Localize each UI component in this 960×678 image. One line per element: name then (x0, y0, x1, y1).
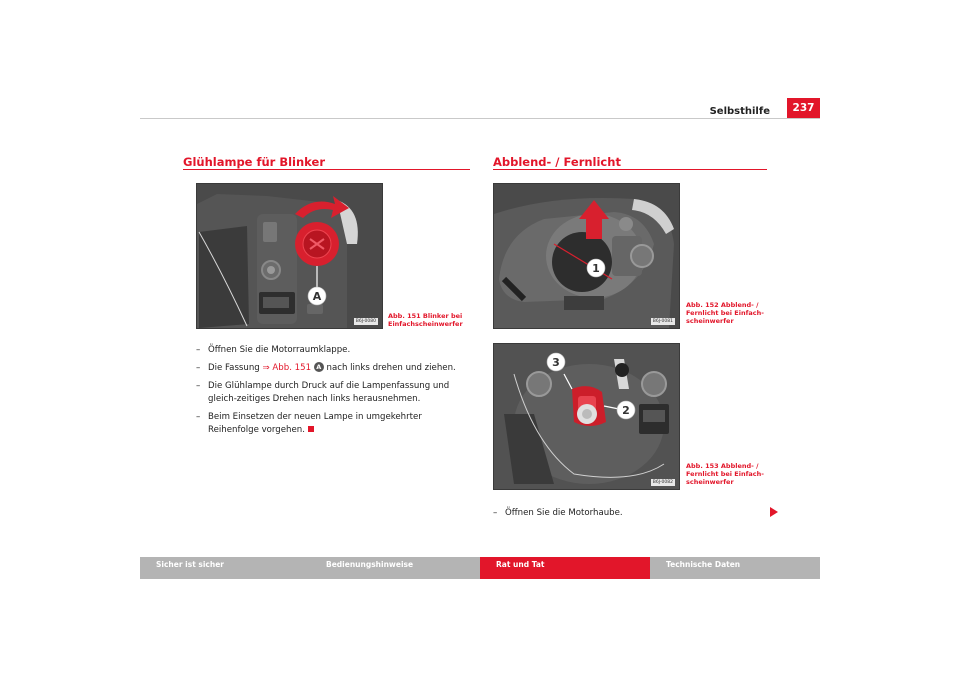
bullet-dash: – (196, 345, 201, 355)
caption-line: scheinwerfer (686, 477, 734, 486)
callout-3: 3 (552, 356, 560, 369)
step-text: Beim Einsetzen der neuen Lampe in umgekehrter Reihenfolge vorgehen. (208, 412, 422, 435)
headlight-highbeam-illustration (494, 344, 679, 489)
step-text: nach links drehen und ziehen. (323, 363, 456, 373)
caption-line: Abb. 151 Blinker bei (388, 312, 463, 320)
section-title-fernlicht: Abblend- / Fernlicht (493, 155, 621, 169)
bullet-dash: – (196, 381, 201, 391)
list-item (196, 362, 472, 375)
list-item (493, 507, 753, 520)
callout-badge-a: A (314, 362, 324, 372)
footer-tab-rat-und-tat[interactable]: Rat und Tat (480, 557, 650, 579)
callout-1: 1 (592, 262, 600, 275)
section-end-mark (308, 426, 314, 432)
steps-list-fernlicht (493, 507, 753, 525)
footer-tab-bedienung[interactable]: Bedienungshinweise (310, 557, 480, 579)
footer-tab-technische-daten[interactable]: Technische Daten (650, 557, 820, 579)
figure-caption-151 (388, 313, 463, 329)
cross-ref-arrow: ⇒ (262, 363, 270, 373)
callout-2: 2 (622, 404, 630, 417)
figure-caption-153 (686, 463, 764, 486)
step-text: Öffnen Sie die Motorhaube. (505, 508, 623, 518)
list-item (196, 380, 472, 406)
steps-list-blinker (196, 344, 472, 442)
figure-code: B6J-0081 (652, 319, 673, 324)
headlight-lowbeam-illustration (494, 184, 679, 328)
figure-caption-152 (686, 302, 764, 325)
bullet-dash: – (196, 412, 201, 422)
figure-ref-link[interactable]: Abb. 151 (269, 363, 312, 373)
caption-line: Abb. 153 Abblend- / (686, 462, 759, 470)
figure-fernlicht-1 (493, 183, 680, 329)
figure-code: B6J-0082 (652, 480, 673, 485)
figure-fernlicht-2 (493, 343, 680, 490)
figure-blinker (196, 183, 383, 329)
step-text: Öffnen Sie die Motorraumklappe. (208, 345, 351, 355)
list-item (196, 411, 472, 437)
step-text: Die Glühlampe durch Druck auf die Lampenfassung und gleich-zeitiges Drehen nach links herausnehmen. (208, 381, 450, 404)
caption-line: Fernlicht bei Einfach- (686, 469, 764, 478)
page-number: 237 (787, 98, 820, 118)
section-rule (183, 169, 470, 170)
section-title-blinker: Glühlampe für Blinker (183, 155, 325, 169)
header-rule (140, 118, 820, 119)
figure-code: B6J-0080 (355, 319, 376, 324)
bullet-dash: – (493, 508, 498, 518)
bullet-dash: – (196, 363, 201, 373)
step-text: Die Fassung (208, 363, 263, 373)
continue-arrow-icon (770, 507, 778, 517)
caption-line: Abb. 152 Abblend- / (686, 301, 759, 309)
caption-line: scheinwerfer (686, 316, 734, 325)
caption-line: Fernlicht bei Einfach- (686, 308, 764, 317)
callout-a: A (312, 290, 322, 303)
footer-tab-sicher[interactable]: Sicher ist sicher (140, 557, 310, 579)
list-item (196, 344, 472, 357)
caption-line: Einfachscheinwerfer (388, 319, 463, 328)
section-rule (493, 169, 767, 170)
page-header-title: Selbsthilfe (709, 106, 770, 117)
headlight-blinker-illustration (197, 184, 382, 328)
